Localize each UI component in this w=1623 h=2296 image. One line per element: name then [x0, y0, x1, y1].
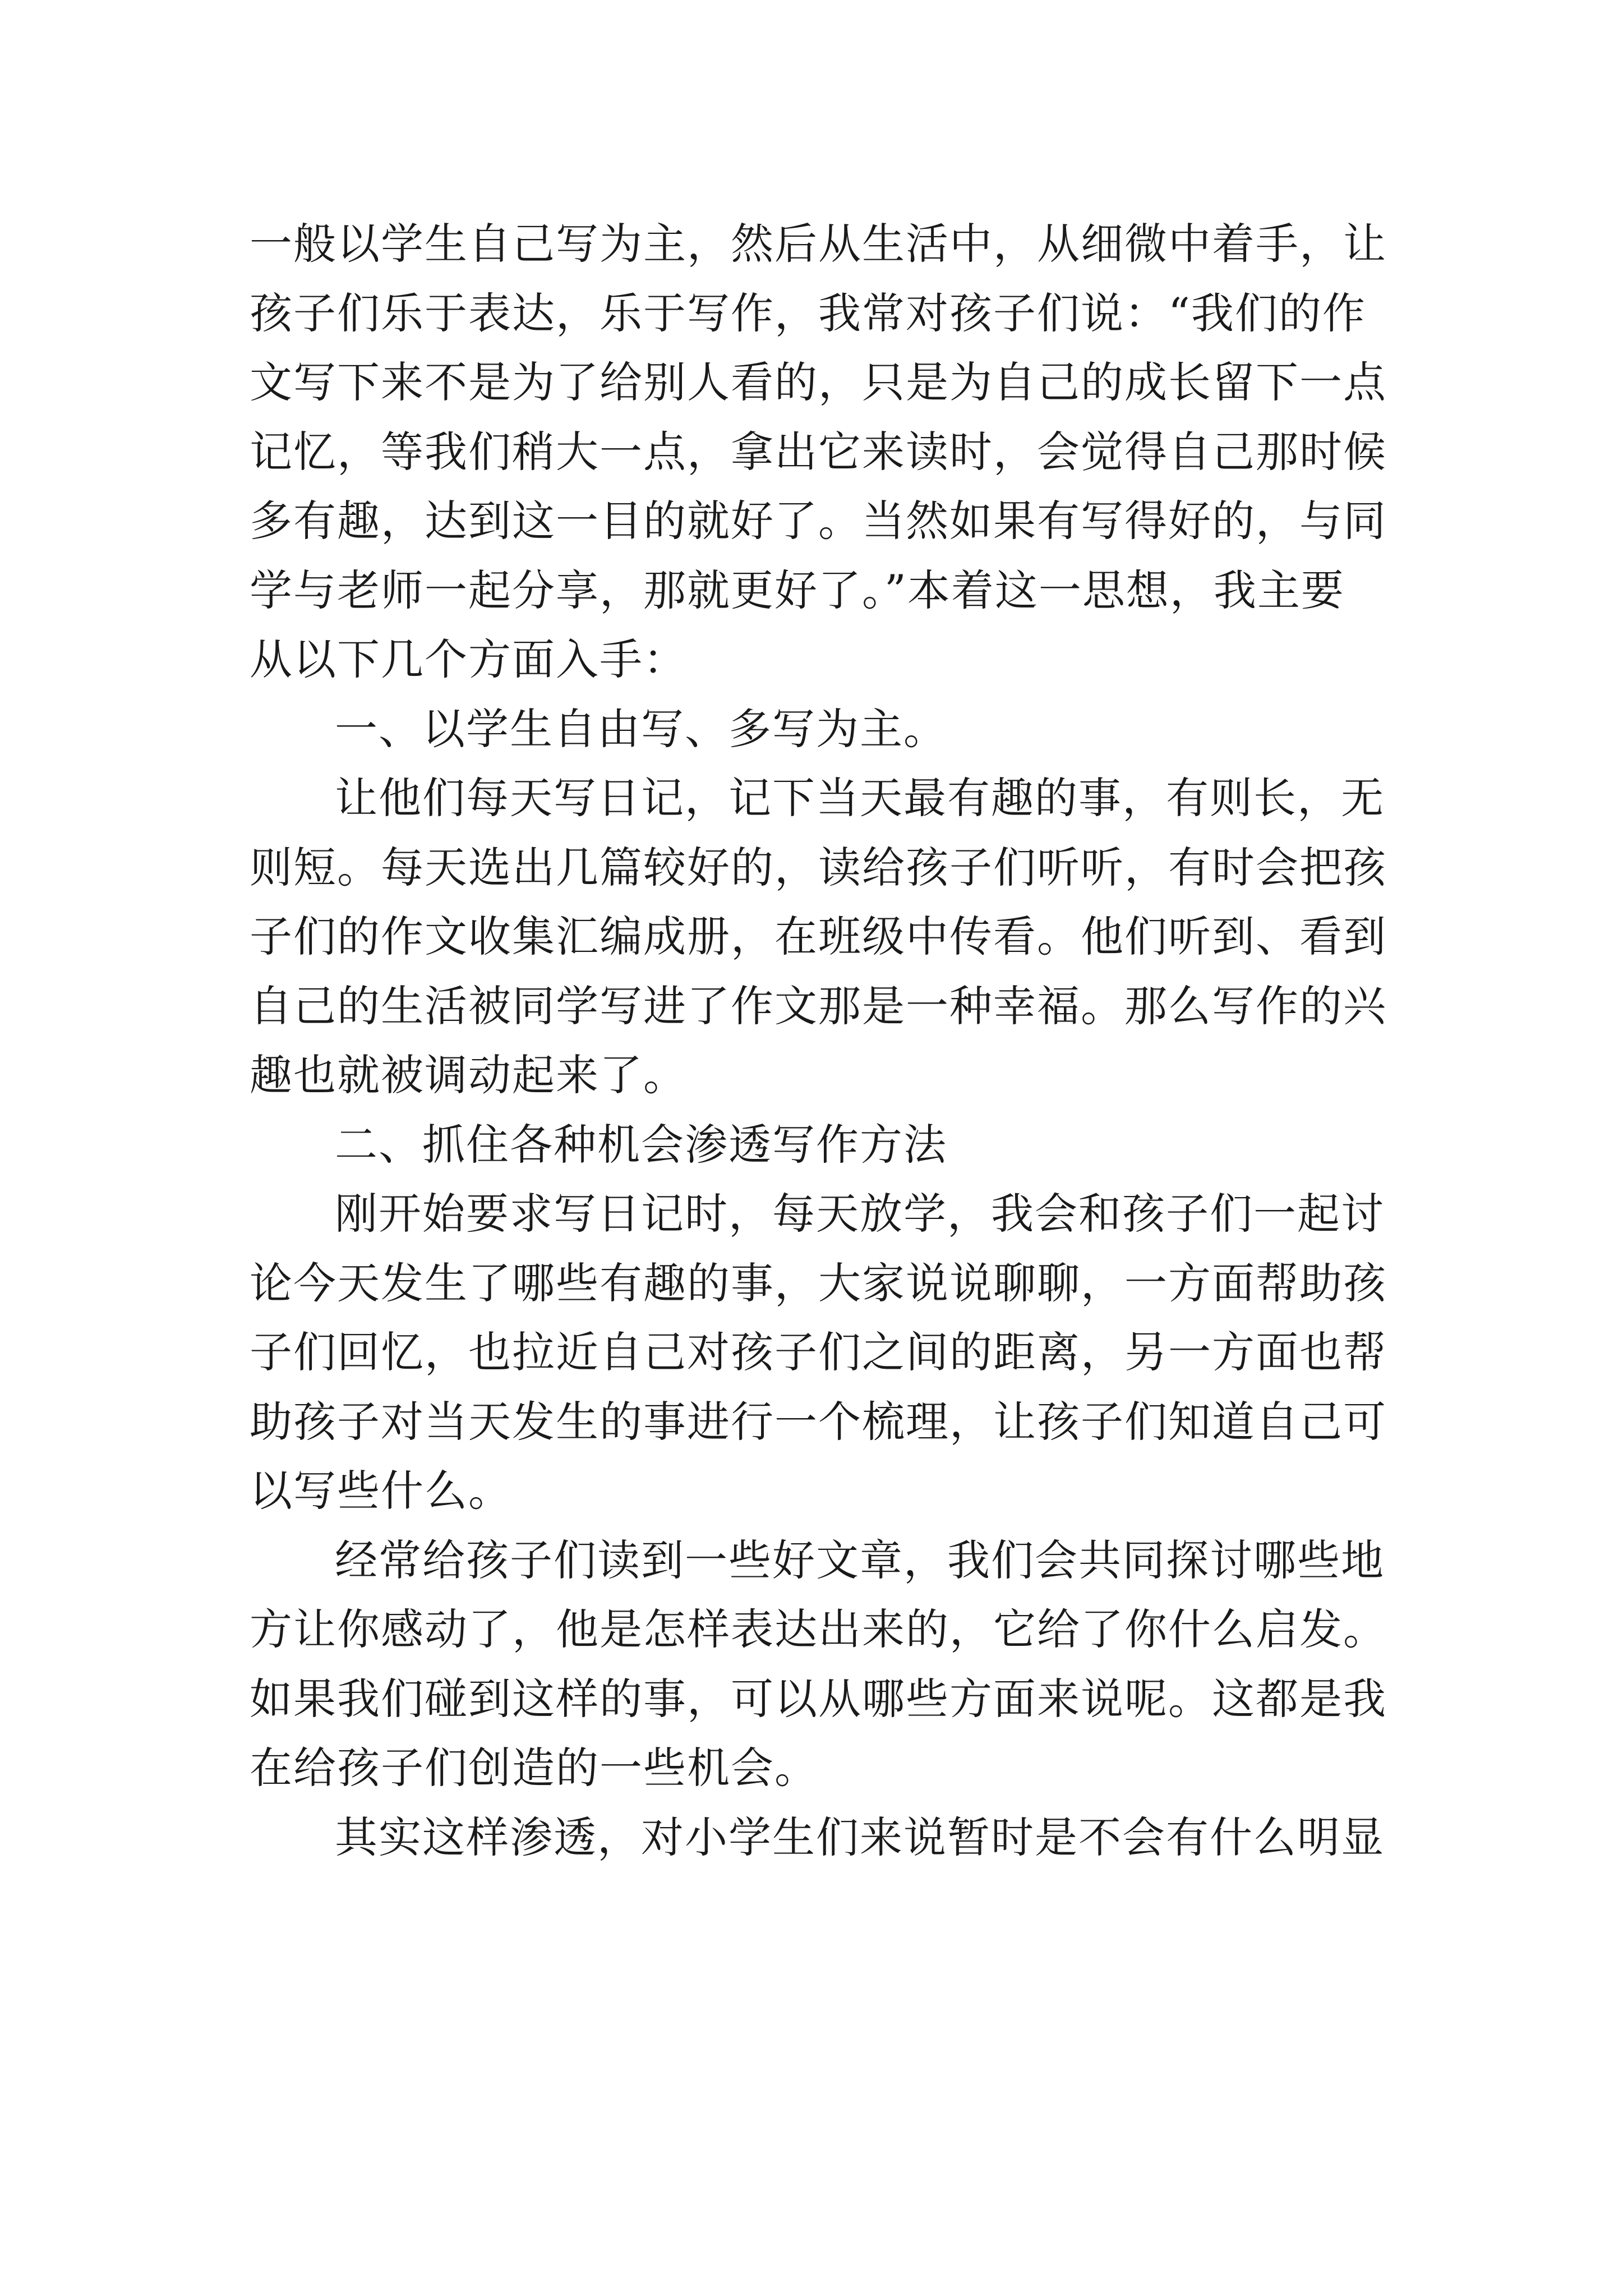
text-line: 文写下来不是为了给别人看的，只是为自己的成长留下一点: [250, 357, 1387, 407]
text-line: 多有趣，达到这一目的就好了。当然如果有写得好的，与同: [250, 496, 1387, 546]
text-line: 趣也就被调动起来了。: [250, 1050, 687, 1100]
paragraph-first-line: 刚开始要求写日记时，每天放学，我会和孩子们一起讨: [335, 1189, 1385, 1239]
paragraph-first-line: 让他们每天写日记，记下当天最有趣的事，有则长，无: [335, 773, 1385, 823]
text-line: 以写些什么。: [250, 1466, 512, 1516]
text-line: 子们的作文收集汇编成册，在班级中传看。他们听到、看到: [250, 912, 1387, 961]
text-line: 从以下几个方面入手：: [250, 634, 687, 684]
text-line: 则短。每天选出几篇较好的，读给孩子们听听，有时会把孩: [250, 842, 1387, 892]
text-line: 孩子们乐于表达，乐于写作，我常对孩子们说：“我们的作: [250, 288, 1366, 338]
text-line: 学与老师一起分享，那就更好了。”本着这一思想，我主要: [250, 565, 1345, 615]
section-heading: 二、抓住各种机会渗透写作方法: [335, 1119, 947, 1170]
text-line: 记忆，等我们稍大一点，拿出它来读时，会觉得自己那时候: [250, 426, 1387, 477]
body-text: [250, 209, 1394, 1872]
text-line: 助孩子对当天发生的事进行一个梳理，让孩子们知道自己可: [250, 1396, 1387, 1447]
text-line: 论今天发生了哪些有趣的事，大家说说聊聊，一方面帮助孩: [250, 1258, 1387, 1308]
text-line: 在给孩子们创造的一些机会。: [250, 1743, 818, 1793]
paragraph-first-line: 其实这样渗透，对小学生们来说暂时是不会有什么明显: [335, 1812, 1385, 1862]
section-heading: 一、以学生自由写、多写为主。: [335, 703, 947, 754]
text-line: 子们回忆，也拉近自己对孩子们之间的距离，另一方面也帮: [250, 1327, 1387, 1377]
text-line: 一般以学生自己写为主，然后从生活中，从细微中着手，让: [250, 219, 1387, 269]
paragraph-first-line: 经常给孩子们读到一些好文章，我们会共同探讨哪些地: [335, 1535, 1385, 1585]
text-line: 如果我们碰到这样的事，可以从哪些方面来说呢。这都是我: [250, 1673, 1387, 1724]
text-line: 方让你感动了，他是怎样表达出来的，它给了你什么启发。: [250, 1604, 1387, 1654]
text-line: 自己的生活被同学写进了作文那是一种幸福。那么写作的兴: [250, 981, 1387, 1031]
